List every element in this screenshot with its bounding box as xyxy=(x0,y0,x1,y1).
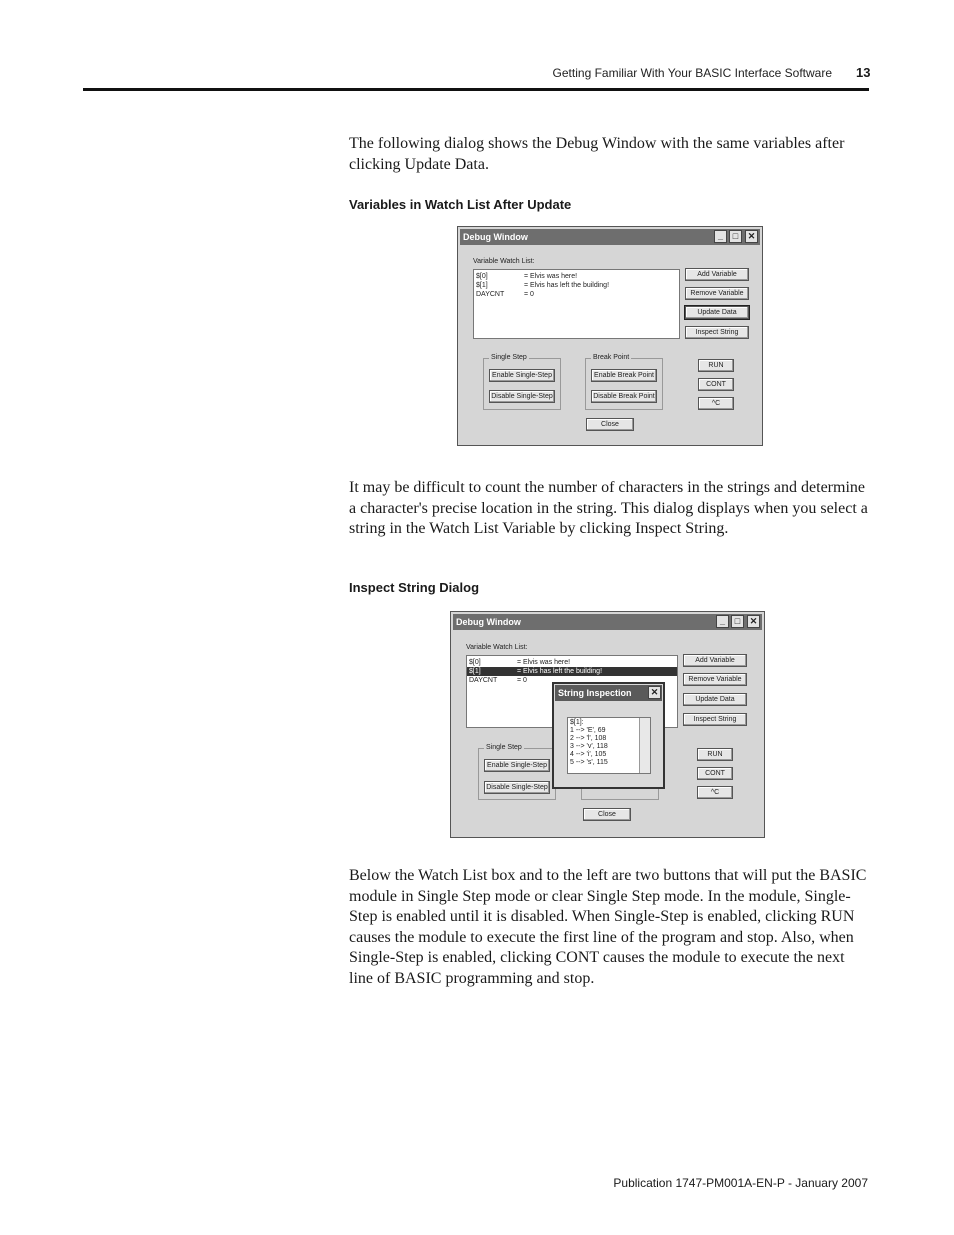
intro-paragraph: The following dialog shows the Debug Window with the same variables after clicking Update Data. xyxy=(349,135,845,173)
minimize-icon[interactable]: _ xyxy=(716,615,729,628)
header-rule xyxy=(83,88,869,91)
list-item: 1 --> 'E', 69 xyxy=(570,727,606,734)
maximize-icon[interactable]: □ xyxy=(731,615,744,628)
title-bar xyxy=(460,229,760,245)
string-char-list[interactable] xyxy=(567,717,651,774)
cont-button[interactable]: CONT xyxy=(697,767,733,780)
list-item: 4 --> 'i', 105 xyxy=(570,751,607,758)
cont-button[interactable]: CONT xyxy=(698,378,734,391)
list-item[interactable]: DAYCNT = 0 xyxy=(476,291,534,298)
list-item[interactable]: $[0] = Elvis was here! xyxy=(476,273,578,280)
dialog-title: String Inspection xyxy=(558,688,632,698)
list-item-selected[interactable]: $[1] = Elvis has left the building! xyxy=(467,667,677,676)
close-icon[interactable]: ✕ xyxy=(648,686,661,699)
break-point-group: Break Point Enable Break Point Disable Break Point xyxy=(585,358,663,410)
list-item[interactable]: $[0] = Elvis was here! xyxy=(469,659,571,666)
remove-variable-button[interactable]: Remove Variable xyxy=(683,673,747,686)
update-data-button[interactable]: Update Data xyxy=(685,306,749,319)
ctrl-c-button[interactable]: ^C xyxy=(698,397,734,410)
maximize-icon[interactable]: □ xyxy=(729,230,742,243)
remove-variable-button[interactable]: Remove Variable xyxy=(685,287,749,300)
title-bar xyxy=(555,685,662,701)
list-item[interactable]: DAYCNT = 0 xyxy=(469,677,527,684)
inspect-string-button[interactable]: Inspect String xyxy=(685,326,749,339)
disable-break-point-button[interactable]: Disable Break Point xyxy=(591,390,657,403)
update-data-button[interactable]: Update Data xyxy=(683,693,747,706)
page-number: 13 xyxy=(856,65,871,80)
window-title: Debug Window xyxy=(456,617,521,627)
disable-single-step-button[interactable]: Disable Single-Step xyxy=(489,390,555,403)
string-inspection-dialog xyxy=(552,682,665,789)
close-icon[interactable]: ✕ xyxy=(747,615,760,628)
vertical-scrollbar[interactable] xyxy=(639,718,650,773)
minimize-icon[interactable]: _ xyxy=(714,230,727,243)
add-variable-button[interactable]: Add Variable xyxy=(683,654,747,667)
watch-list-label: Variable Watch List: xyxy=(466,644,528,651)
close-icon[interactable]: ✕ xyxy=(745,230,758,243)
publication-footer: Publication 1747-PM001A-EN-P - January 2007 xyxy=(613,1176,868,1190)
single-step-group: Single Step Enable Single-Step Disable Single-Step xyxy=(478,748,556,800)
list-item[interactable]: $[1] = Elvis has left the building! xyxy=(476,282,610,289)
list-item: 3 --> 'v', 118 xyxy=(570,743,608,750)
debug-window-2 xyxy=(450,611,765,838)
enable-break-point-button[interactable]: Enable Break Point xyxy=(591,369,657,382)
enable-single-step-button[interactable]: Enable Single-Step xyxy=(489,369,555,382)
running-header: Getting Familiar With Your BASIC Interface Software xyxy=(552,66,832,80)
enable-single-step-button[interactable]: Enable Single-Step xyxy=(484,759,550,772)
list-item: $[1]: xyxy=(570,719,584,726)
paragraph-3: Below the Watch List box and to the left are two buttons that will put the BASIC module in Single Step mode or clear Single Step mode. In the module, Single-Step is enabled until it is disabled. When Single-Step is enabled, clicking RUN causes the module to execute the first line of the program and stop. Also, when Single-Step is enabled, clicking CONT causes the module to execute the next line of BASIC programming and stop. xyxy=(349,867,867,987)
figure2-caption: Inspect String Dialog xyxy=(349,580,480,595)
window-title: Debug Window xyxy=(463,232,528,242)
title-bar xyxy=(453,614,762,630)
single-step-group: Single Step Enable Single-Step Disable Single-Step xyxy=(483,358,561,410)
debug-window-1 xyxy=(457,226,763,446)
list-item: 5 --> 's', 115 xyxy=(570,759,608,766)
watch-list[interactable] xyxy=(473,269,680,339)
ctrl-c-button[interactable]: ^C xyxy=(697,786,733,799)
close-button[interactable]: Close xyxy=(586,418,634,431)
figure1-caption: Variables in Watch List After Update xyxy=(349,197,572,212)
paragraph-2: It may be difficult to count the number of characters in the strings and determine a character's precise location in the string. This dialog displays when you select a string in the Watch List Variable by clicking Inspect String. xyxy=(349,479,868,537)
list-item: 2 --> 'l', 108 xyxy=(570,735,607,742)
disable-single-step-button[interactable]: Disable Single-Step xyxy=(484,781,550,794)
run-button[interactable]: RUN xyxy=(698,359,734,372)
inspect-string-button[interactable]: Inspect String xyxy=(683,713,747,726)
run-button[interactable]: RUN xyxy=(697,748,733,761)
watch-list-label: Variable Watch List: xyxy=(473,258,535,265)
add-variable-button[interactable]: Add Variable xyxy=(685,268,749,281)
close-button[interactable]: Close xyxy=(583,808,631,821)
